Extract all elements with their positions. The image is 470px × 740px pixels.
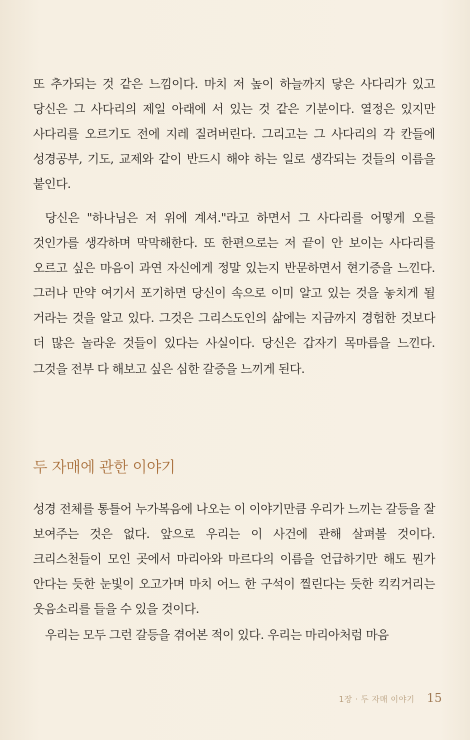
paragraph-ladder: 당신은 "하나님은 저 위에 계셔."라고 하면서 그 사다리를 어떻게 오를 것인가를 생각하며 막막해한다. 또 한편으로는 저 끝이 안 보이는 사다리를 오르고 싶은 마음이 과연 자신에게 정말 있는지 반문하면서 현기증을 느낀다. 그러나 만약 여기서 포기하면 당신이 속으로 이미 알고 있는 것을 놓치게 될 거라는 것을 알고 있다. 그것은 그리스도인의 삶에는 지금까지 경험한 것보다 더 많은 놀라운 것들이 있다는 사실이다. 당신은 갑자기 목마름을 느낀다. 그것을 전부 다 해보고 싶은 심한 갈증을 느끼게 된다. [33,211,435,376]
running-head: 1장 · 두 자매 이야기 [338,695,415,704]
page-footer [339,691,442,705]
paragraph-continuation: 또 추가되는 것 같은 느낌이다. 마치 저 높이 하늘까지 닿은 사다리가 있고 당신은 그 사다리의 제일 아래에 서 있는 것 같은 기분이다. 열정은 있지만 사다리를 오르기도 전에 지레 질려버린다. 그리고는 그 사다리의 각 칸들에 성경공부, 기도, 교제와 같이 반드시 해야 하는 일로 생각되는 것들의 이름을 붙인다. [33,77,435,192]
page-number: 15 [426,691,442,705]
paragraph-two-sisters: 성경 전체를 통틀어 누가복음에 나오는 이 이야기만큼 우리가 느끼는 갈등을 잘 보여주는 것은 없다. 앞으로 우리는 이 사건에 관해 살펴볼 것이다. 크리스천들이 모인 곳에서 마리아와 마르다의 이름을 언급하기만 해도 뭔가 안다는 듯한 눈빛이 오고가며 마치 어느 한 구석이 찔린다는 듯한 킥킥거리는 웃음소리를 들을 수 있을 것이다. [33,502,435,617]
section-heading: 두 자매에 관한 이야기 [33,458,176,476]
paragraph-conflict: 우리는 모두 그런 갈등을 겪어본 적이 있다. 우리는 마리아처럼 마음 [45,628,389,642]
